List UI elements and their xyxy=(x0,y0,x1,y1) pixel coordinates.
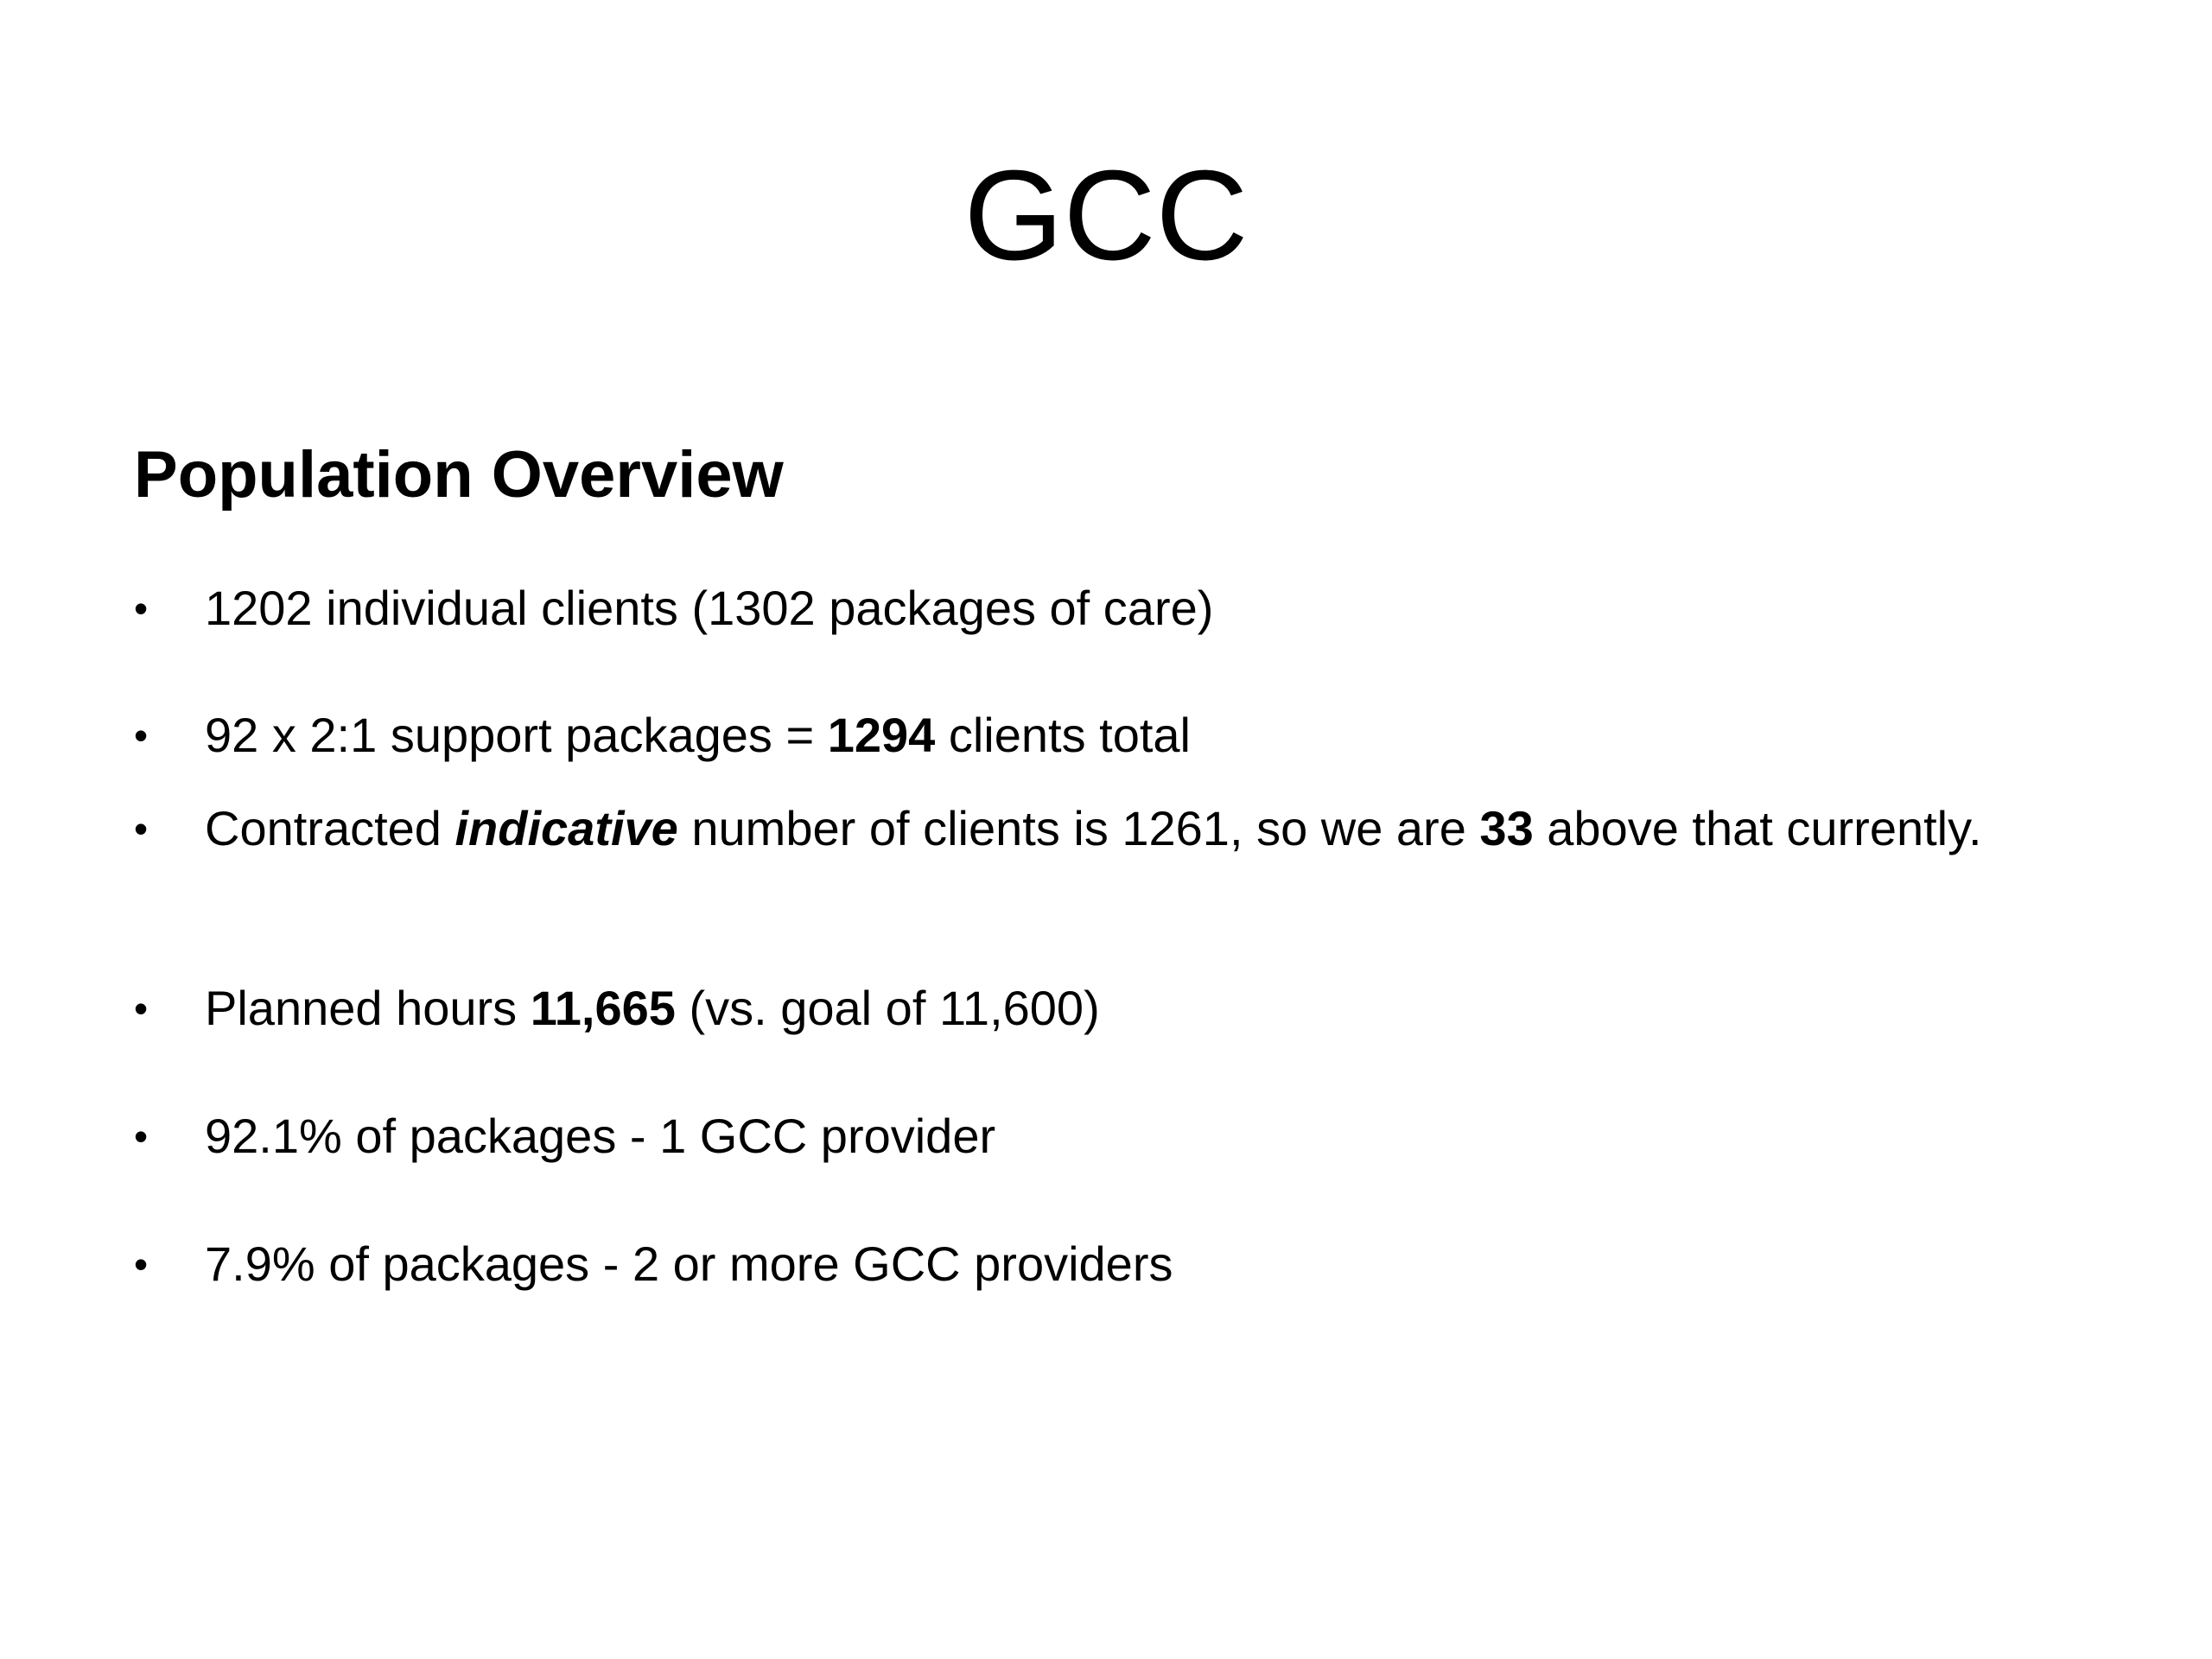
slide-title: GCC xyxy=(963,144,1249,287)
bullet-text-post: clients total xyxy=(935,708,1191,762)
bullet-text xyxy=(205,702,2019,769)
bullet-dot-icon: • xyxy=(134,586,149,631)
bullet-dot-icon: • xyxy=(134,1242,149,1287)
bullet-text-pre: Contracted xyxy=(205,801,455,855)
bullet-text-post: above that currently. xyxy=(1533,801,1982,855)
bullet-text-bold: 33 xyxy=(1479,801,1534,855)
bullet-dot-icon: • xyxy=(134,806,149,851)
bullet-text-bold: 11,665 xyxy=(530,981,676,1035)
bullet-text: 1202 individual clients (1302 packages of care) xyxy=(205,581,1214,635)
bullet-dot-icon: • xyxy=(134,1114,149,1159)
bullet-dot-icon: • xyxy=(134,986,149,1031)
bullet-text-post: (vs. goal of 11,600) xyxy=(675,981,1100,1035)
bullet-text-mid: number of clients is 1261, so we are xyxy=(677,801,1480,855)
bullet-text-bold-italic: indicative xyxy=(454,801,678,855)
bullet-text: 7.9% of packages - 2 or more GCC providers xyxy=(205,1236,1173,1291)
bullet-dot-icon: • xyxy=(134,713,149,758)
bullet-text-pre: 92 x 2:1 support packages = xyxy=(205,708,828,762)
bullet-text xyxy=(205,795,2019,862)
bullet-text-bold: 1294 xyxy=(827,708,936,762)
bullet-text: 92.1% of packages - 1 GCC provider xyxy=(205,1109,996,1163)
bullet-text-pre: Planned hours xyxy=(205,981,531,1035)
bullet-text xyxy=(205,975,2019,1042)
section-heading: Population Overview xyxy=(134,438,784,512)
